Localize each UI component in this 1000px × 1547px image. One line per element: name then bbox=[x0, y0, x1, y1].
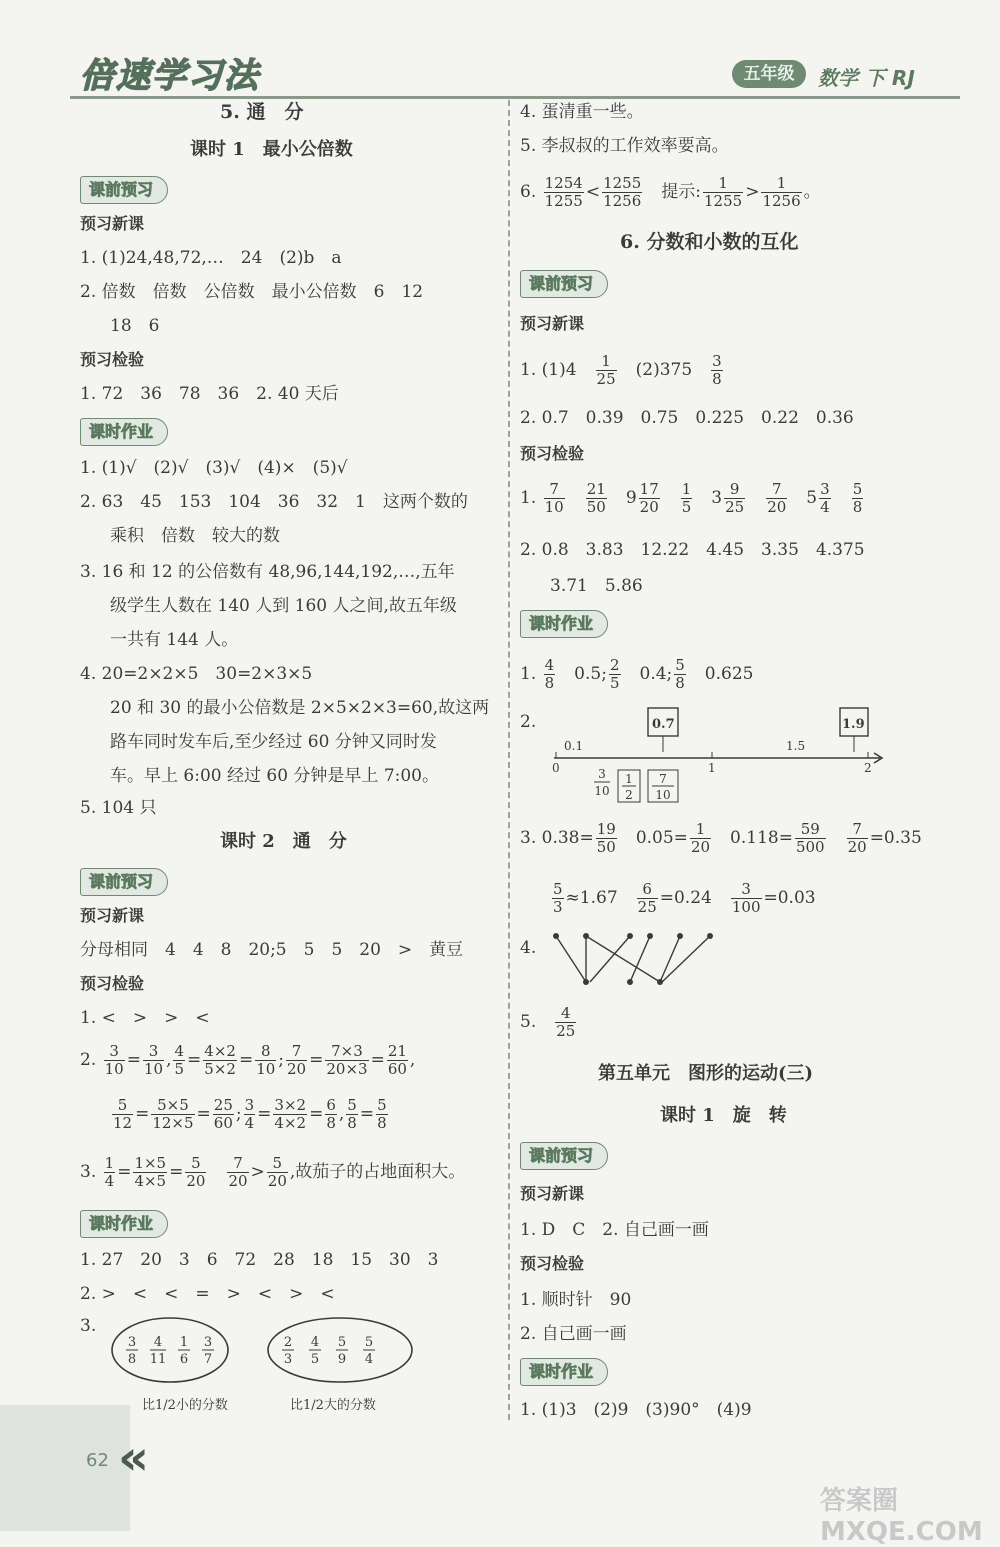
book-logo: 倍速学习法 bbox=[80, 56, 260, 96]
svg-text:0.7: 0.7 bbox=[652, 717, 675, 732]
subheading: 预习检验 bbox=[80, 350, 145, 369]
grade-badge: 五年级 bbox=[732, 60, 806, 88]
svg-text:5: 5 bbox=[310, 1352, 320, 1367]
svg-text:9: 9 bbox=[337, 1352, 347, 1367]
svg-text:7: 7 bbox=[203, 1352, 213, 1367]
answer-line: 路车同时发车后,至少经过 60 分钟又同时发 bbox=[110, 732, 437, 752]
svg-text:2: 2 bbox=[283, 1335, 293, 1350]
answer-line: 5. 李叔叔的工作效率要高。 bbox=[520, 136, 729, 156]
answer-line: 2. bbox=[520, 712, 537, 732]
svg-text:6: 6 bbox=[179, 1352, 189, 1367]
tick-label-2: 2 bbox=[864, 761, 872, 775]
watermark: 答案圈 MXQE.COM bbox=[820, 1486, 983, 1547]
subheading: 预习新课 bbox=[520, 1184, 585, 1203]
tag-homework: 课时作业 bbox=[80, 1210, 168, 1238]
footer-band bbox=[0, 1405, 130, 1531]
svg-text:7: 7 bbox=[659, 772, 667, 786]
page-number: 62 bbox=[86, 1450, 109, 1471]
lesson-title: 课时 2 通 分 bbox=[220, 831, 347, 852]
answer-line: 20 和 30 的最小公倍数是 2×5×2×3=60,故这两 bbox=[110, 698, 490, 718]
answer-line: 级学生人数在 140 人到 160 人之间,故五年级 bbox=[110, 596, 457, 616]
answer-line: 3. bbox=[80, 1316, 97, 1336]
answer-line: 1. D C 2. 自己画一画 bbox=[520, 1220, 709, 1240]
fraction-line: 3. $\frac{1}{4}$ = $\frac{1\times 5}{4\times 5}$ = $\frac{5}{20}$ $\frac{7}{20}$ > $\frac{5}{20}$ ,故茄子的占地面积大。 bbox=[80, 1154, 466, 1190]
svg-text:1.9: 1.9 bbox=[842, 717, 865, 732]
svg-text:11: 11 bbox=[149, 1352, 167, 1367]
svg-text:4: 4 bbox=[364, 1352, 374, 1367]
tag-homework: 课时作业 bbox=[520, 1358, 608, 1386]
unit-title: 第五单元 图形的运动(三) bbox=[598, 1063, 814, 1084]
column-divider bbox=[508, 100, 510, 1420]
fraction-line: 3. 0.38= $\frac{19}{50}$ 0.05= $\frac{1}{20}$ 0.118= $\frac{59}{500}$ $\frac{7}{20}$ =0.35 bbox=[520, 820, 922, 856]
svg-text:4: 4 bbox=[310, 1335, 320, 1350]
svg-text:3: 3 bbox=[203, 1335, 213, 1350]
svg-text:10: 10 bbox=[655, 788, 671, 802]
lesson-title: 课时 1 旋 转 bbox=[660, 1105, 787, 1126]
fraction-line: $\frac{5}{12}$ = $\frac{5\times 5}{12\times 5}$ = $\frac{25}{60}$ ; $\frac{3}{4}$ = $\frac{3\times 2}{4\times 2}$ = $\frac{6}{8}$ , $\frac{5}{8}$ = $\frac{5}{8}$ bbox=[113, 1096, 387, 1132]
answer-line: 2. 倍数 倍数 公倍数 最小公倍数 6 12 bbox=[80, 282, 424, 302]
answer-line: 1. 27 20 3 6 72 28 18 15 30 3 bbox=[80, 1250, 439, 1270]
fraction-line: 1. (1)4 $\frac{1}{25}$ (2)375 $\frac{3}{8}$ bbox=[520, 352, 722, 388]
answer-line: 1. (1)√ (2)√ (3)√ (4)× (5)√ bbox=[80, 458, 348, 478]
subheading: 预习新课 bbox=[80, 906, 145, 925]
fraction-line: 5. $\frac{4}{25}$ bbox=[520, 1004, 576, 1040]
svg-text:4: 4 bbox=[153, 1335, 163, 1350]
subheading: 预习新课 bbox=[520, 314, 585, 333]
svg-text:5: 5 bbox=[337, 1335, 347, 1350]
tag-preview: 课前预习 bbox=[520, 1142, 608, 1170]
answer-line: 1. < > > < bbox=[80, 1008, 210, 1028]
answer-line: 2. > < < = > < > < bbox=[80, 1284, 335, 1304]
section-title: 5. 通 分 bbox=[220, 101, 304, 123]
svg-text:1: 1 bbox=[625, 772, 633, 786]
svg-text:8: 8 bbox=[127, 1352, 137, 1367]
svg-text:2: 2 bbox=[625, 788, 633, 802]
matching-diagram bbox=[550, 926, 730, 990]
tick-label-0: 0 bbox=[552, 761, 560, 775]
tag-homework: 课时作业 bbox=[80, 418, 168, 446]
subheading: 预习新课 bbox=[80, 214, 145, 233]
answer-line: 1. (1)24,48,72,… 24 (2)b a bbox=[80, 248, 342, 268]
tick-label-1.5: 1.5 bbox=[786, 739, 806, 753]
svg-text:3: 3 bbox=[598, 767, 606, 781]
oval-right-label: 比1/2大的分数 bbox=[290, 1398, 376, 1413]
answer-line: 1. 72 36 78 36 2. 40 天后 bbox=[80, 384, 339, 404]
svg-text:5: 5 bbox=[364, 1335, 374, 1350]
lesson-title: 课时 1 最小公倍数 bbox=[190, 139, 353, 160]
svg-text:10: 10 bbox=[594, 784, 610, 798]
fraction-line: 6. $\frac{1254}{1255}$ < $\frac{1255}{1256}$ 提示: $\frac{1}{1255}$ > $\frac{1}{1256}$ 。 bbox=[520, 174, 821, 210]
answer-line: 乘积 倍数 较大的数 bbox=[110, 526, 280, 546]
tag-preview: 课前预习 bbox=[520, 270, 608, 298]
fraction-line: 2. $\frac{3}{10}$ = $\frac{3}{10}$ , $\frac{4}{5}$ = $\frac{4\times 2}{5\times 2}$ = $\frac{8}{10}$ ; $\frac{7}{20}$ = $\frac{7\times 3}{20\times 3}$ = $\frac{21}{60}$ , bbox=[80, 1042, 416, 1078]
answer-line: 分母相同 4 4 8 20;5 5 5 20 > 黄豆 bbox=[80, 940, 464, 960]
subheading: 预习检验 bbox=[520, 1254, 585, 1273]
answer-line: 1. (1)3 (2)9 (3)90° (4)9 bbox=[520, 1400, 752, 1420]
answer-line: 一共有 144 人。 bbox=[110, 630, 239, 650]
answer-line: 2. 0.8 3.83 12.22 4.45 3.35 4.375 bbox=[520, 540, 865, 560]
fraction-line: $\frac{5}{3}$ ≈1.67 $\frac{6}{25}$ =0.24 $\frac{3}{100}$ =0.03 bbox=[553, 880, 816, 916]
tick-label-0.1: 0.1 bbox=[564, 739, 584, 753]
answer-line: 2. 63 45 153 104 36 32 1 这两个数的 bbox=[80, 492, 468, 512]
svg-text:1: 1 bbox=[179, 1335, 189, 1350]
answer-line: 4. bbox=[520, 938, 537, 958]
fraction-line: 1. $\frac{7}{10}$ $\frac{21}{50}$ 9 $\frac{17}{20}$ $\frac{1}{5}$ 3 $\frac{9}{25}$ $\frac{7}{20}$ 5 $\frac{3}{4}$ $\frac{5}{8}$ bbox=[520, 480, 863, 516]
answer-line: 3.71 5.86 bbox=[550, 576, 643, 596]
answer-line: 5. 104 只 bbox=[80, 798, 157, 818]
page-header bbox=[70, 48, 960, 99]
subheading: 预习检验 bbox=[80, 974, 145, 993]
fraction-line: 1. $\frac{4}{8}$ 0.5; $\frac{2}{5}$ 0.4; $\frac{5}{8}$ 0.625 bbox=[520, 656, 754, 692]
tag-homework: 课时作业 bbox=[520, 610, 608, 638]
answer-line: 3. 16 和 12 的公倍数有 48,96,144,192,…,五年 bbox=[80, 562, 455, 582]
answer-line: 18 6 bbox=[110, 316, 160, 336]
answer-line: 4. 20=2×2×5 30=2×3×5 bbox=[80, 664, 313, 684]
tick-label-1: 1 bbox=[708, 761, 716, 775]
answer-line: 2. 自己画一画 bbox=[520, 1324, 627, 1344]
answer-line: 1. 顺时针 90 bbox=[520, 1290, 632, 1310]
subheading: 预习检验 bbox=[520, 444, 585, 463]
section-title: 6. 分数和小数的互化 bbox=[620, 231, 799, 253]
oval-left-label: 比1/2小的分数 bbox=[142, 1398, 228, 1413]
svg-text:3: 3 bbox=[283, 1352, 293, 1367]
double-chevron-left-icon: « bbox=[118, 1430, 150, 1486]
tag-preview: 课前预习 bbox=[80, 868, 168, 896]
answer-line: 车。早上 6:00 经过 60 分钟是早上 7:00。 bbox=[110, 766, 440, 786]
number-line bbox=[550, 700, 900, 810]
tag-preview: 课前预习 bbox=[80, 176, 168, 204]
answer-line: 2. 0.7 0.39 0.75 0.225 0.22 0.36 bbox=[520, 408, 854, 428]
answer-line: 4. 蛋清重一些。 bbox=[520, 102, 644, 122]
subject-label: 数学 下 RJ bbox=[818, 66, 915, 90]
svg-text:3: 3 bbox=[127, 1335, 137, 1350]
